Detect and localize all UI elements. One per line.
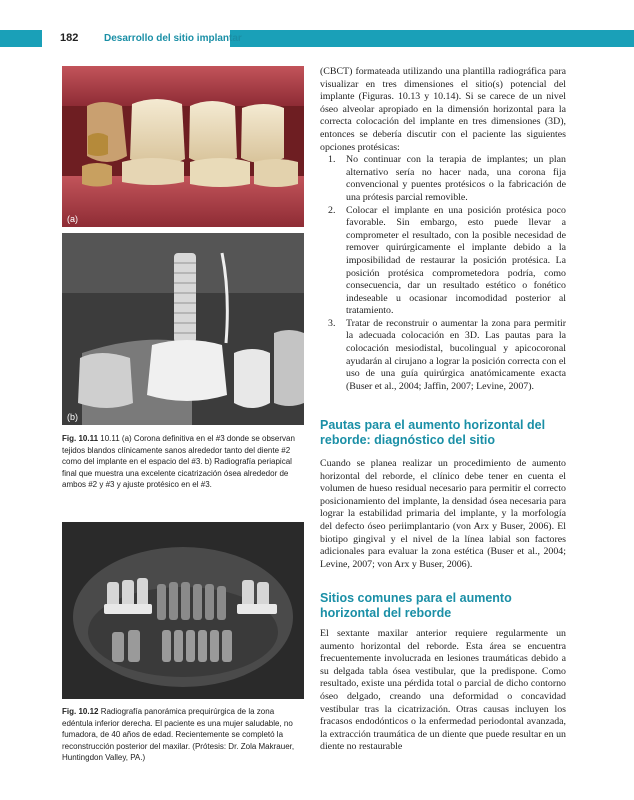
common-sites-paragraph: El sextante maxilar anterior requiere regularmente un aumento horizontal del reborde. Esta área se encuentra frecuentemente involucrada en lesiones traumáticas debido a su delgada tabla ósea vestibular, que la predispone. Como resultado, existe una pérdida total o parcial de dicho contorno óseo delgado, creando una deformidad o concavidad vestibular tras la cicatrización. Otras causas incluyen los fracasos endodónticos o la enfermedad periodontal avanzada, la extracción traumática de un diente que puede resultar en un diente no restaurable (320, 628, 566, 753)
page-number: 182 (60, 32, 79, 44)
caption-id-10-12: Fig. 10.12 (62, 707, 99, 716)
section-heading-common-sites: Sitios comunes para el aumento horizontal del reborde (320, 591, 512, 620)
body-common-sites-block (320, 628, 566, 754)
caption-id-10-11: Fig. 10.11 (62, 434, 99, 443)
figure-10-11b-xray (62, 233, 304, 425)
diagnosis-paragraph: Cuando se planea realizar un procedimiento de aumento horizontal del reborde, el clínico debe tener en cuenta el volumen de hueso residual necesario para permitir el correcto posicionamiento del implante, la densidad ósea necesaria para lograr la estabilidad primaria del implante, y la morfología del defecto óseo periimplantario (von Arx y Buser, 2006). El biotipo gingival y el nivel de la línea labial son factores adicionales para evaluar la zona estética (Buser et al., 2004; Levine, 2007; von Arx y Buser, 2006). (320, 458, 566, 570)
list-item: 3. Tratar de reconstruir o aumentar la zona para permitir la adecuada colocación en 3D. Las pautas para la colocación mesiodistal, bucolingual y apicocoronal ayudarán al cirujano a lograr la posición correcta con el uso de una guía quirúrgica anatómicamente exacta (Buser et al., 2004; Jaffin, 2007; Levine, 2007). (328, 317, 566, 392)
body-intro-block (320, 66, 566, 393)
header-bar-right (230, 30, 634, 47)
panel-label-a: (a) (67, 214, 78, 224)
list-item: 1. No continuar con la terapia de implantes; un plan alternativo sería no hacer nada, una corona fija convencional y puentes protésicos o la fabricación de una prótesis parcial removible. (328, 154, 566, 203)
body-diagnosis-block (320, 458, 566, 571)
figure-caption-10-12 (62, 706, 306, 764)
figure-caption-10-11 (62, 433, 306, 491)
panel-label-b: (b) (67, 412, 78, 422)
options-list (320, 154, 566, 393)
section-heading-diagnosis: Pautas para el aumento horizontal del reborde: diagnóstico del sitio (320, 418, 546, 447)
running-head: Desarrollo del sitio implantar (104, 33, 242, 44)
figure-10-12-panoramic (62, 522, 304, 699)
header-bar-left (0, 30, 42, 47)
figure-10-11a-photo (62, 66, 304, 227)
list-item: 2. Colocar el implante en una posición protésica poco favorable. Sin embargo, esto puede llevar a comprometer el resultado, con la posible necesidad de remover quirúrgicamente el implante debido a la imposibilidad de restaurar la posición protésica. La posición protésica comprometedora podría, como consecuencia, dar un resultado estético o fonético indeseable u ocasionar incomodidad posterior al tratamiento. (328, 204, 566, 317)
caption-text-10-11: 10.11 (a) Corona definitiva en el #3 donde se observan tejidos blandos clínicamente sanos alrededor tanto del diente #2 como del implante en el espacio del #3. b) Radiografía periapical final que muestra una excelente cicatrización ósea alrededor de ambos #2 y #3 y ajuste protésico en el #3. (62, 434, 295, 489)
caption-text-10-12: Radiografía panorámica prequirúrgica de la zona edéntula inferior derecha. El paciente es una mujer saludable, no fumadora, de 40 años de edad. Recientemente se completó la reconstrucción posterior del maxilar. (Prótesis: Dr. Zola Makrauer, Huntingdon Valley, PA.) (62, 707, 295, 762)
intro-paragraph: (CBCT) formateada utilizando una plantilla radiográfica para visualizar en tres dimensiones el sitio(s) potencial del implante (Figuras. 10.13 y 10.14). Si se carece de un nivel óseo alveolar apropiado en la dimensión horizontal para la correcta colocación del implante en tres dimensiones (3D), entonces se debería discutir con el paciente las siguientes opciones protésicas: (320, 66, 566, 153)
